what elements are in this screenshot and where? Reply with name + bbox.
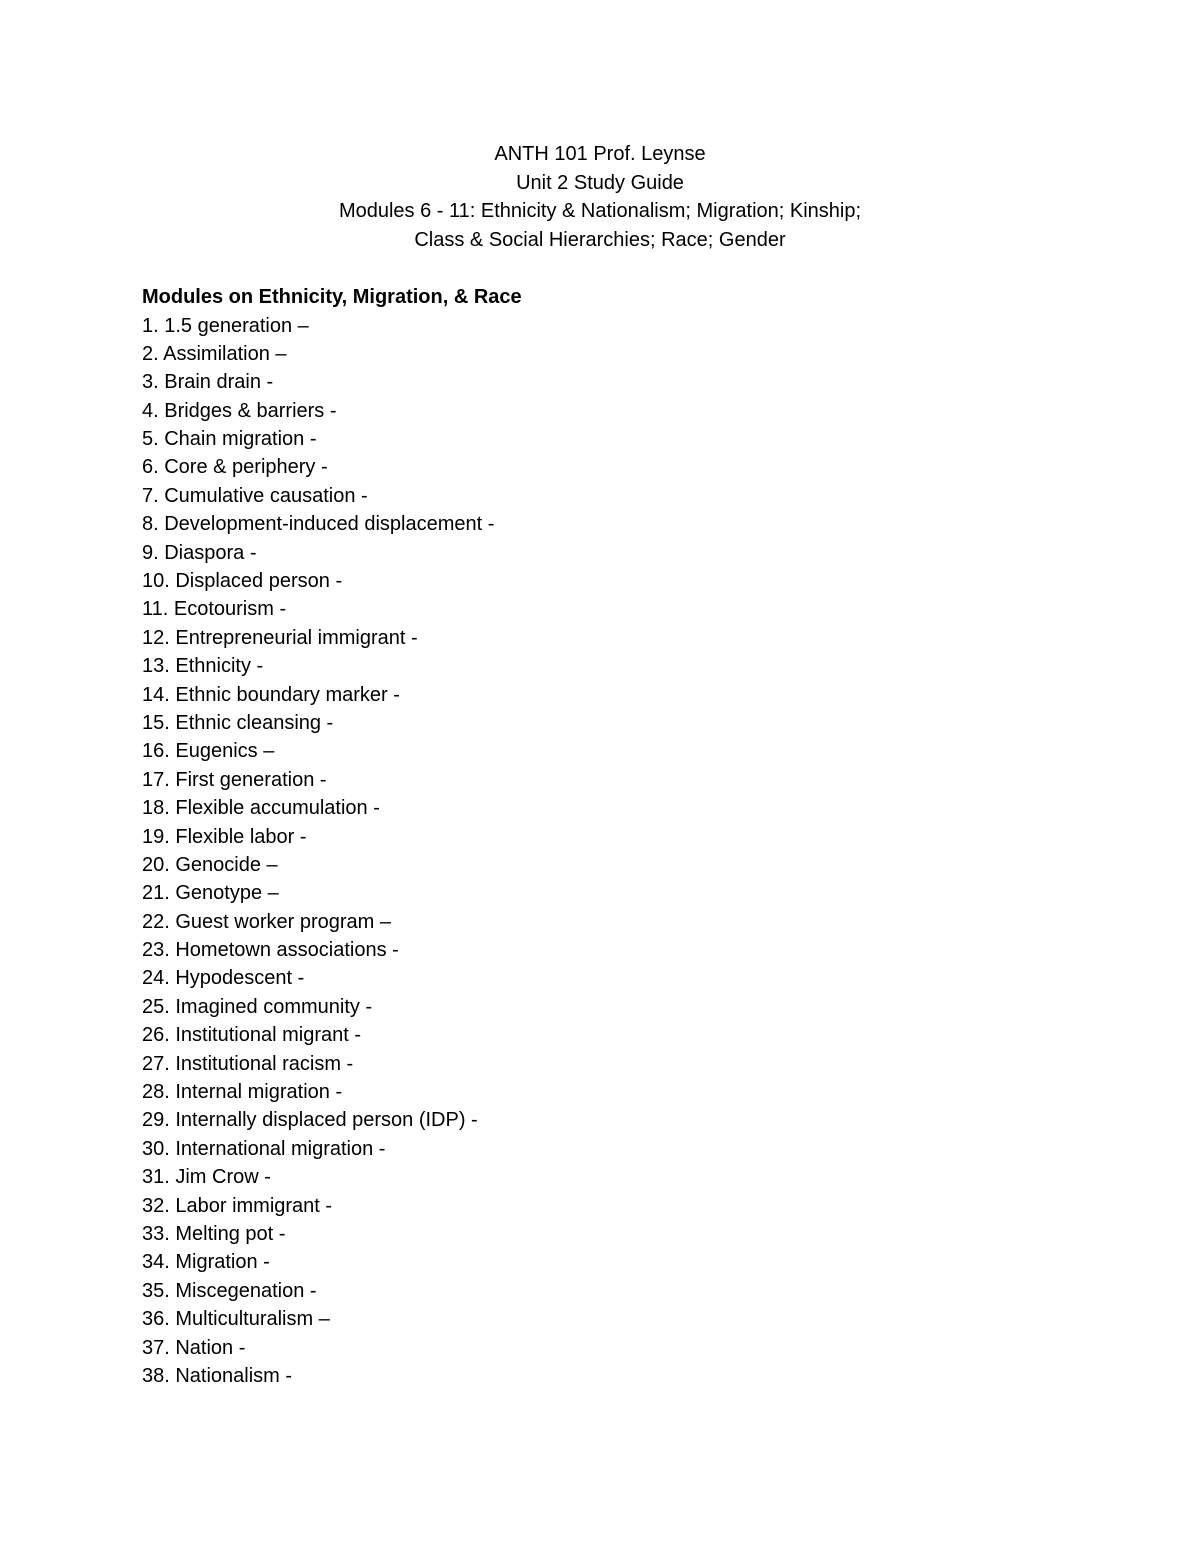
course-line: ANTH 101 Prof. Leynse — [494, 143, 706, 165]
term-item: 37. Nation - — [142, 1336, 246, 1359]
term-item: 1. 1.5 generation – — [142, 314, 309, 337]
term-item: 26. Institutional migrant - — [142, 1024, 361, 1047]
term-item: 30. International migration - — [142, 1137, 386, 1160]
term-item: 15. Ethnic cleansing - — [142, 711, 334, 734]
term-item: 19. Flexible labor - — [142, 825, 307, 848]
term-item: 29. Internally displaced person (IDP) - — [142, 1109, 478, 1132]
term-item: 22. Guest worker program – — [142, 910, 391, 933]
term-item: 14. Ethnic boundary marker - — [142, 683, 400, 706]
term-item: 33. Melting pot - — [142, 1223, 286, 1245]
term-item: 25. Imagined community - — [142, 995, 373, 1018]
term-item: 27. Institutional racism - — [142, 1052, 354, 1075]
document-header — [0, 140, 1200, 254]
term-item: 18. Flexible accumulation - — [142, 797, 380, 820]
term-item: 2. Assimilation – — [142, 342, 287, 365]
modules-line: Modules 6 - 11: Ethnicity & Nationalism; Migration; Kinship; — [338, 200, 862, 222]
topics-line: Class & Social Hierarchies; Race; Gender — [414, 228, 786, 251]
term-item: 3. Brain drain - — [142, 371, 274, 394]
term-item: 35. Miscegenation - — [142, 1279, 317, 1302]
term-item: 7. Cumulative causation - — [142, 484, 368, 507]
term-item: 32. Labor immigrant - — [142, 1194, 333, 1217]
term-item: 9. Diaspora - — [142, 541, 257, 564]
term-item: 6. Core & periphery - — [142, 456, 328, 479]
term-item: 8. Development-induced displacement - — [142, 513, 495, 536]
term-item: 10. Displaced person - — [142, 570, 343, 593]
term-item: 23. Hometown associations - — [142, 939, 399, 962]
term-item: 13. Ethnicity - — [142, 655, 264, 678]
term-item: 5. Chain migration - — [142, 428, 317, 451]
term-item: 28. Internal migration - — [142, 1081, 343, 1104]
term-item: 16. Eugenics – — [142, 740, 275, 763]
term-item: 12. Entrepreneurial immigrant - — [142, 626, 418, 649]
section-heading: Modules on Ethnicity, Migration, & Race — [142, 286, 522, 308]
term-item: 21. Genotype – — [142, 882, 279, 905]
terms-section — [142, 283, 1042, 1390]
term-item: 36. Multiculturalism – — [142, 1308, 330, 1331]
term-item: 17. First generation - — [142, 768, 327, 791]
guide-title: Unit 2 Study Guide — [516, 171, 684, 194]
term-item: 11. Ecotourism - — [142, 598, 287, 621]
term-item: 4. Bridges & barriers - — [142, 399, 337, 422]
term-item: 20. Genocide – — [142, 853, 278, 876]
term-item: 34. Migration - — [142, 1251, 270, 1274]
term-item: 38. Nationalism - — [142, 1364, 293, 1387]
term-item: 31. Jim Crow - — [142, 1166, 271, 1189]
term-item: 24. Hypodescent - — [142, 967, 305, 990]
term-list — [142, 312, 1042, 1391]
